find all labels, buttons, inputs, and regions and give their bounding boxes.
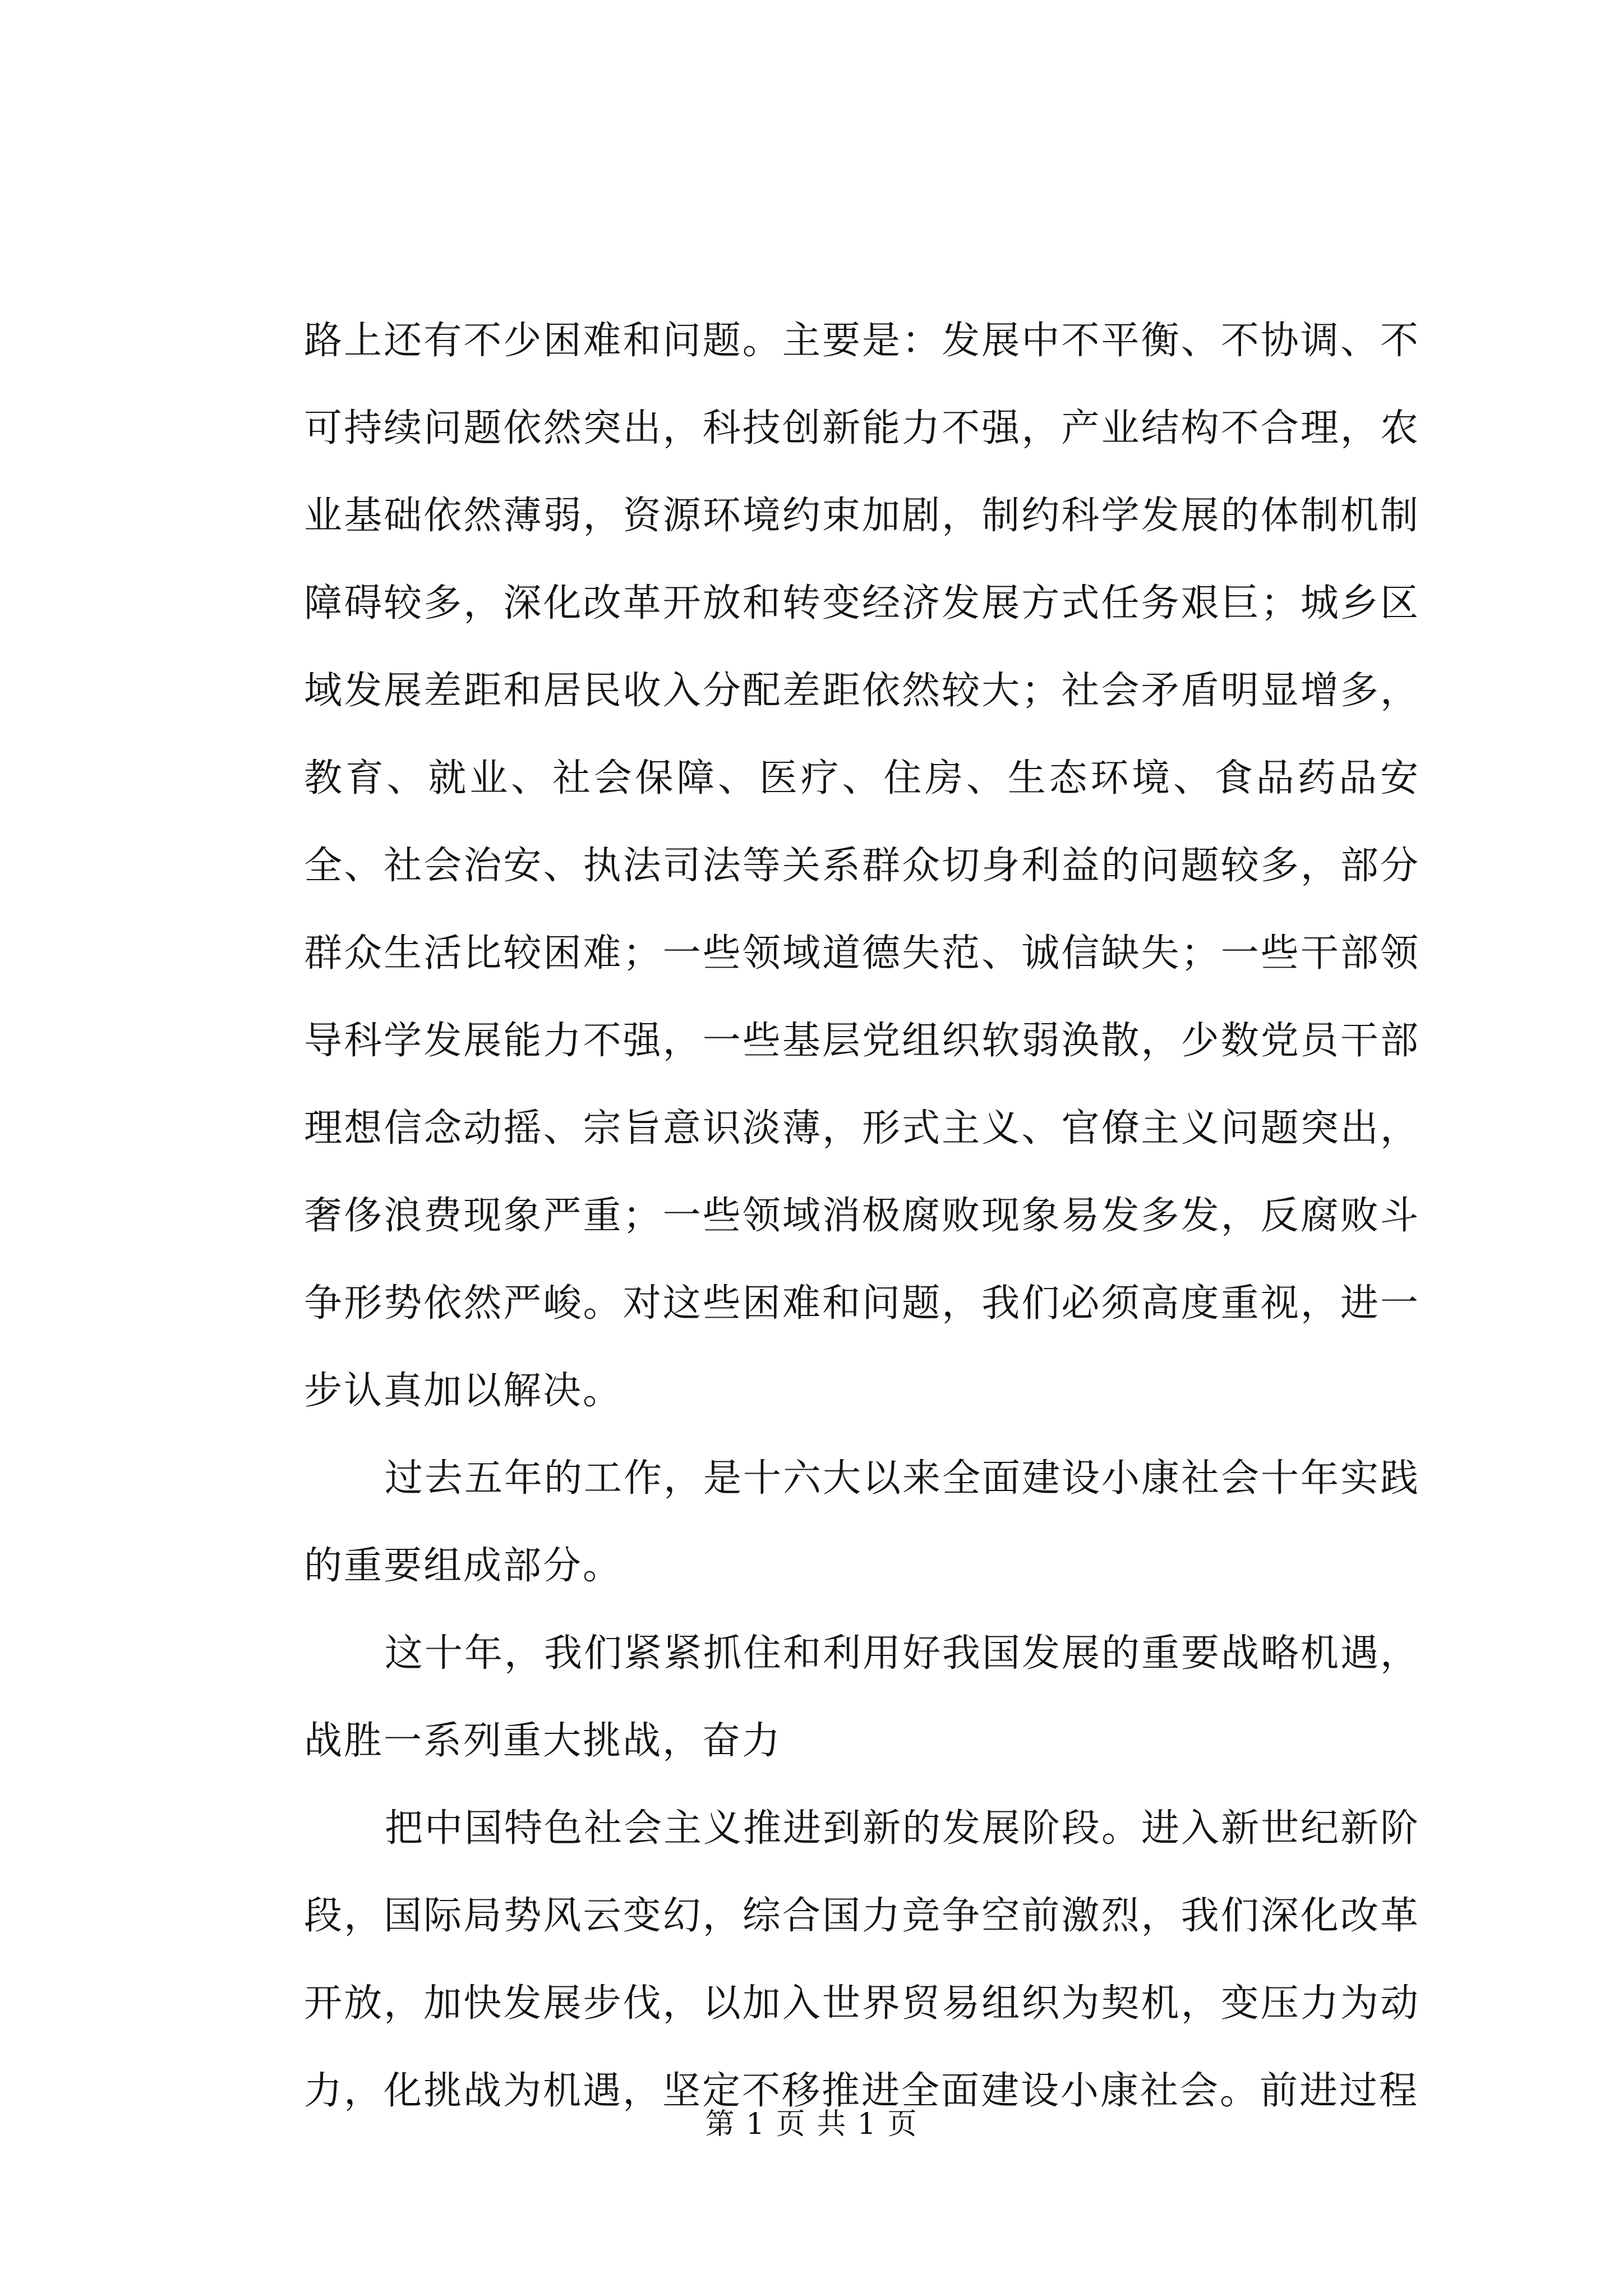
paragraph-4: 把中国特色社会主义推进到新的发展阶段。进入新世纪新阶段，国际局势风云变幻，综合国力竞争空前激烈，我们深化改革开放，加快发展步伐，以加入世界贸易组织为契机，变压力为动力，化挑战为机遇，坚定不移推进全面建设小康社会。前进过程 bbox=[304, 1806, 1421, 2113]
paragraph-1: 路上还有不少困难和问题。主要是：发展中不平衡、不协调、不可持续问题依然突出，科技创新能力不强，产业结构不合理，农业基础依然薄弱，资源环境约束加剧，制约科学发展的体制机制障碍较多，深化改革开放和转变经济发展方式任务艰巨；城乡区域发展差距和居民收入分配差距依然较大；社会矛盾明显增多，教育、就业、社会保障、医疗、住房、生态环境、食品药品安全、社会治安、执法司法等关系群众切身利益的问题较多，部分群众生活比较困难；一些领域道德失范、诚信缺失；一些干部领导科学发展能力不强，一些基层党组织软弱涣散，少数党员干部理想信念动摇、宗旨意识淡薄，形式主义、官僚主义问题突出，奢侈浪费现象严重；一些领域消极腐败现象易发多发，反腐败斗争形势依然严峻。对这些困难和问题，我们必须高度重视，进一步认真加以解决。 bbox=[304, 319, 1420, 1413]
page-footer: 第 1 页 共 1 页 bbox=[705, 2108, 918, 2141]
paragraph-3: 这十年，我们紧紧抓住和利用好我国发展的重要战略机遇，战胜一系列重大挑战，奋力 bbox=[304, 1631, 1421, 1763]
document-body bbox=[304, 297, 1420, 2135]
paragraph-2: 过去五年的工作，是十六大以来全面建设小康社会十年实践的重要组成部分。 bbox=[304, 1456, 1421, 1588]
